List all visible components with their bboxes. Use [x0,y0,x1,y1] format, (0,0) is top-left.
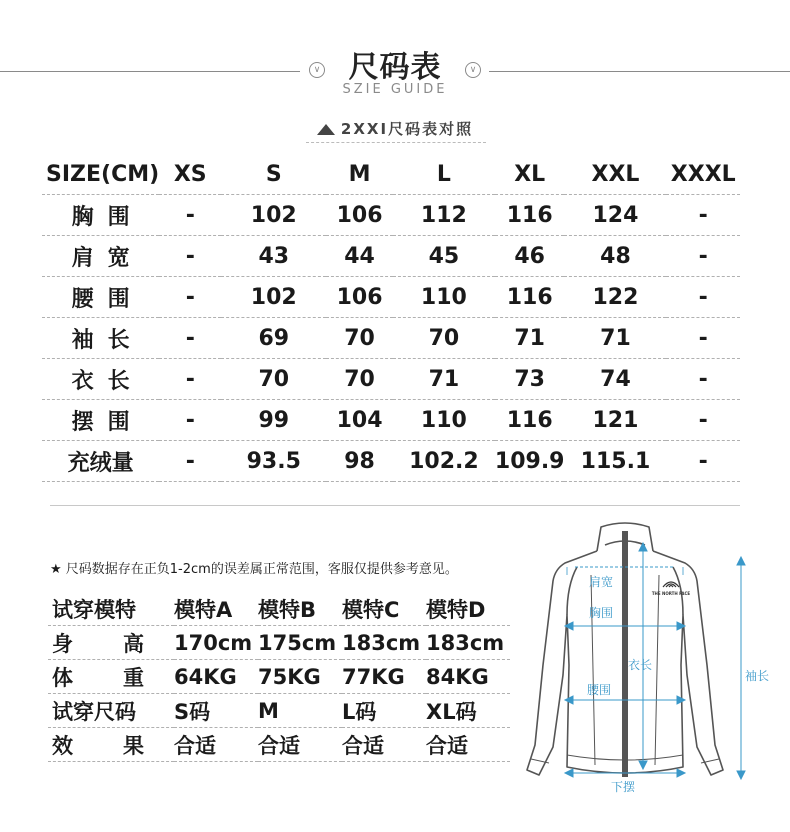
table-cell: 98 [326,441,393,482]
table-cell: 110 [393,400,495,441]
table-cell: S码 [174,694,258,728]
table-cell: 104 [326,400,393,441]
table-row [48,694,510,728]
jacket-diagram [505,515,790,825]
table-cell: 102.2 [393,441,495,482]
header-rule-right [489,71,790,72]
label-chest: 胸围 [589,606,614,620]
table-cell: 模特D [426,592,510,626]
table-cell: M [258,694,342,728]
label-char: 体 [52,665,73,690]
table-cell: - [159,400,221,441]
table-cell: 183cm [342,626,426,660]
table-cell: - [666,400,740,441]
row-label-sleeve: 袖长 [42,318,159,359]
table-cell: - [159,195,221,236]
table-cell: 106 [326,277,393,318]
tagline: 2XXI尺码表对照 [340,120,474,138]
table-cell: 106 [326,195,393,236]
table-row [48,626,510,660]
size-m: M [326,154,393,195]
table-cell: 102 [221,195,326,236]
table-cell: 124 [564,195,666,236]
label-char: 身 [52,631,73,656]
size-xxxl: XXXL [666,154,740,195]
table-cell: 合适 [426,728,510,762]
tagline-row [0,118,790,139]
size-s: S [221,154,326,195]
table-cell: 75KG [258,660,342,694]
table-cell: 74 [564,359,666,400]
table-cell: 合适 [174,728,258,762]
logo-text: THE NORTH FACE [651,591,691,596]
row-label-fit [48,728,174,762]
table-cell: 44 [326,236,393,277]
table-cell: - [666,236,740,277]
table-cell: 109.9 [495,441,565,482]
table-cell: 77KG [342,660,426,694]
table-cell: - [159,359,221,400]
chevron-down-icon: ∨ [465,62,481,78]
table-cell: 112 [393,195,495,236]
table-row [42,359,740,400]
label-char: 果 [123,733,144,758]
table-row [48,592,510,626]
chevron-down-icon: ∨ [309,62,325,78]
table-cell: 45 [393,236,495,277]
table-row [42,441,740,482]
table-cell: 71 [564,318,666,359]
table-cell: - [159,277,221,318]
label-length: 衣长 [628,658,653,672]
section-divider [50,505,740,506]
table-cell: 93.5 [221,441,326,482]
jacket-zipper [622,531,628,777]
row-label-weight [48,660,174,694]
table-row [42,277,740,318]
model-table [48,592,510,762]
size-xs: XS [159,154,221,195]
table-row [42,195,740,236]
table-row [42,236,740,277]
label-char: 高 [123,631,144,656]
table-cell: L码 [342,694,426,728]
brand-logo [652,582,691,596]
table-cell: - [666,195,740,236]
table-cell: 模特A [174,592,258,626]
table-cell: 模特C [342,592,426,626]
spread-label [52,730,144,760]
table-cell: - [666,277,740,318]
table-cell: 102 [221,277,326,318]
page-title: 尺码表 [348,50,442,85]
table-row [42,400,740,441]
table-cell: - [666,318,740,359]
table-cell: 模特B [258,592,342,626]
row-label-shoulder: 肩宽 [42,236,159,277]
label-char: 效 [52,733,73,758]
row-label-fill: 充绒量 [42,441,159,482]
spread-label [52,628,144,658]
table-cell: 73 [495,359,565,400]
table-row [48,728,510,762]
table-cell: XL码 [426,694,510,728]
label-hem: 下摆 [611,780,636,794]
table-cell: 170cm [174,626,258,660]
table-cell: 70 [221,359,326,400]
label-sleeve: 袖长 [745,669,770,683]
table-cell: 合适 [342,728,426,762]
label-shoulder: 肩宽 [589,575,614,589]
table-cell: 122 [564,277,666,318]
table-cell: 64KG [174,660,258,694]
spread-label [52,662,144,692]
row-label-trial-size: 试穿尺码 [48,694,174,728]
table-cell: - [159,318,221,359]
size-xxl: XXL [564,154,666,195]
table-cell: 43 [221,236,326,277]
table-cell: 70 [326,359,393,400]
table-cell: 48 [564,236,666,277]
size-header-label: SIZE(CM) [42,154,159,195]
table-cell: 71 [495,318,565,359]
table-cell: 183cm [426,626,510,660]
table-cell: 121 [564,400,666,441]
disclaimer-note: ★ 尺码数据存在正负1-2cm的误差属正常范围，客服仅提供参考意见。 [50,562,458,577]
table-cell: 115.1 [564,441,666,482]
table-cell: 合适 [258,728,342,762]
model-header-label: 试穿模特 [48,592,174,626]
table-cell: 69 [221,318,326,359]
row-label-chest: 胸围 [42,195,159,236]
table-row [42,318,740,359]
table-cell: - [159,441,221,482]
tagline-underline [306,142,486,143]
size-table [42,154,740,482]
table-cell: 46 [495,236,565,277]
row-label-length: 衣长 [42,359,159,400]
table-cell: 70 [393,318,495,359]
size-xl: XL [495,154,565,195]
table-cell: 110 [393,277,495,318]
page-subtitle: SZIE GUIDE [342,82,448,97]
table-cell: - [666,359,740,400]
row-label-height [48,626,174,660]
table-cell: - [666,441,740,482]
table-cell: 84KG [426,660,510,694]
table-cell: 99 [221,400,326,441]
table-cell: - [159,236,221,277]
table-cell: 116 [495,277,565,318]
table-cell: 116 [495,195,565,236]
size-l: L [393,154,495,195]
table-row [48,660,510,694]
row-label-waist: 腰围 [42,277,159,318]
table-cell: 71 [393,359,495,400]
size-header-row [42,154,740,195]
table-cell: 175cm [258,626,342,660]
mountain-icon [317,124,335,135]
label-char: 重 [123,665,144,690]
table-cell: 70 [326,318,393,359]
row-label-hem: 摆围 [42,400,159,441]
table-cell: 116 [495,400,565,441]
label-waist: 腰围 [587,683,612,697]
